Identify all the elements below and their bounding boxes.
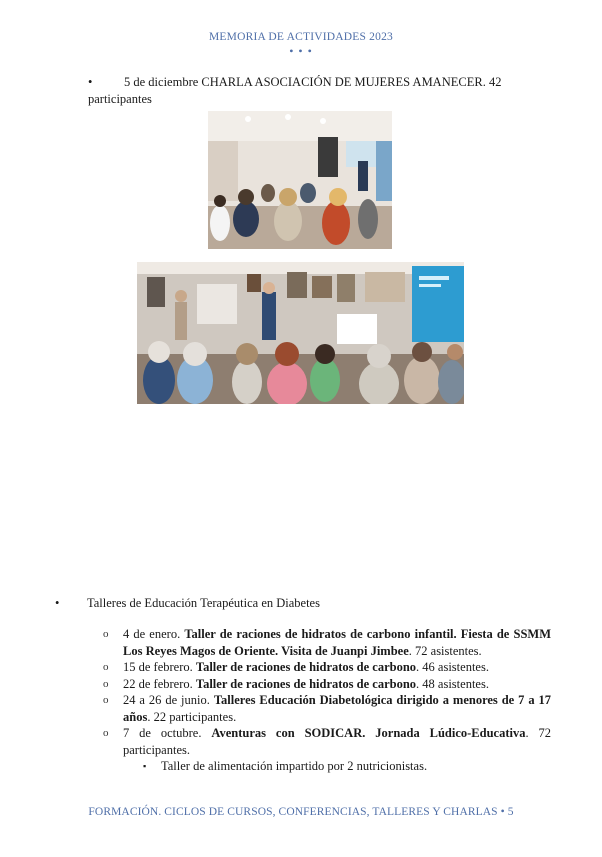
square-bullet-icon: ▪ [143, 761, 147, 771]
item-count: . 48 asistentes. [416, 676, 489, 691]
circle-bullet-icon: o [103, 694, 109, 706]
event-title: CHARLA ASOCIACIÓN DE MUJERES AMANECER [201, 75, 483, 89]
list-item [103, 725, 551, 758]
item-date: 15 de febrero. [123, 660, 196, 674]
header-dots: • • • [289, 44, 313, 58]
item-title: Taller de raciones de hidratos de carbono [195, 676, 417, 691]
item-date: 4 de enero. [123, 627, 185, 641]
header-title: MEMORIA DE ACTIVIDADES 2023 [209, 31, 393, 43]
item-title: Taller de raciones de hidratos de carbono [195, 660, 417, 674]
section-title: Talleres de Educación Terapéutica en Diabetes [87, 596, 320, 610]
circle-bullet-icon: o [103, 727, 109, 739]
circle-bullet-icon: o [103, 661, 109, 673]
bullet: • [88, 75, 93, 89]
talleres-list [103, 626, 551, 775]
event-item-charla [88, 74, 528, 108]
item-count: . 72 asistentes. [408, 643, 482, 658]
list-item [103, 676, 551, 693]
event-date: 5 de diciembre [124, 75, 199, 89]
event-photo-charla [208, 111, 392, 249]
bullet: • [55, 596, 60, 610]
list-item [103, 692, 551, 725]
event-participants: . 42 participantes [88, 75, 502, 106]
item-count: . 72 participantes. [123, 726, 552, 757]
circle-bullet-icon: o [103, 628, 109, 640]
item-title: Talleres Educación Diabetológica dirigido a menores de 7 a 17 años [123, 693, 552, 724]
item-date: 7 de octubre. [123, 726, 212, 740]
item-count: . 46 asistentes. [416, 660, 489, 674]
event-photo-talleres [137, 262, 464, 404]
page-footer: FORMACIÓN. CICLOS DE CURSOS, CONFERENCIAS, TALLERES Y CHARLAS • 5 [88, 806, 514, 818]
list-item [103, 659, 551, 676]
subitem-text: Taller de alimentación impartido por 2 nutricionistas. [161, 759, 428, 773]
circle-bullet-icon: o [103, 677, 109, 690]
item-title: Taller de raciones de hidratos de carbono infantil. Fiesta de SSMM Los Reyes Magos de Oriente. Visita de Juanpi Jimbee [123, 627, 551, 658]
item-count: . 22 participantes. [147, 709, 237, 724]
list-subitem [143, 758, 551, 775]
item-date: 24 a 26 de junio. [123, 693, 214, 707]
item-title: Aventuras con SODICAR. Jornada Lúdico-Educativa [211, 726, 526, 740]
item-date: 22 de febrero. [123, 676, 196, 691]
list-item [103, 626, 551, 659]
